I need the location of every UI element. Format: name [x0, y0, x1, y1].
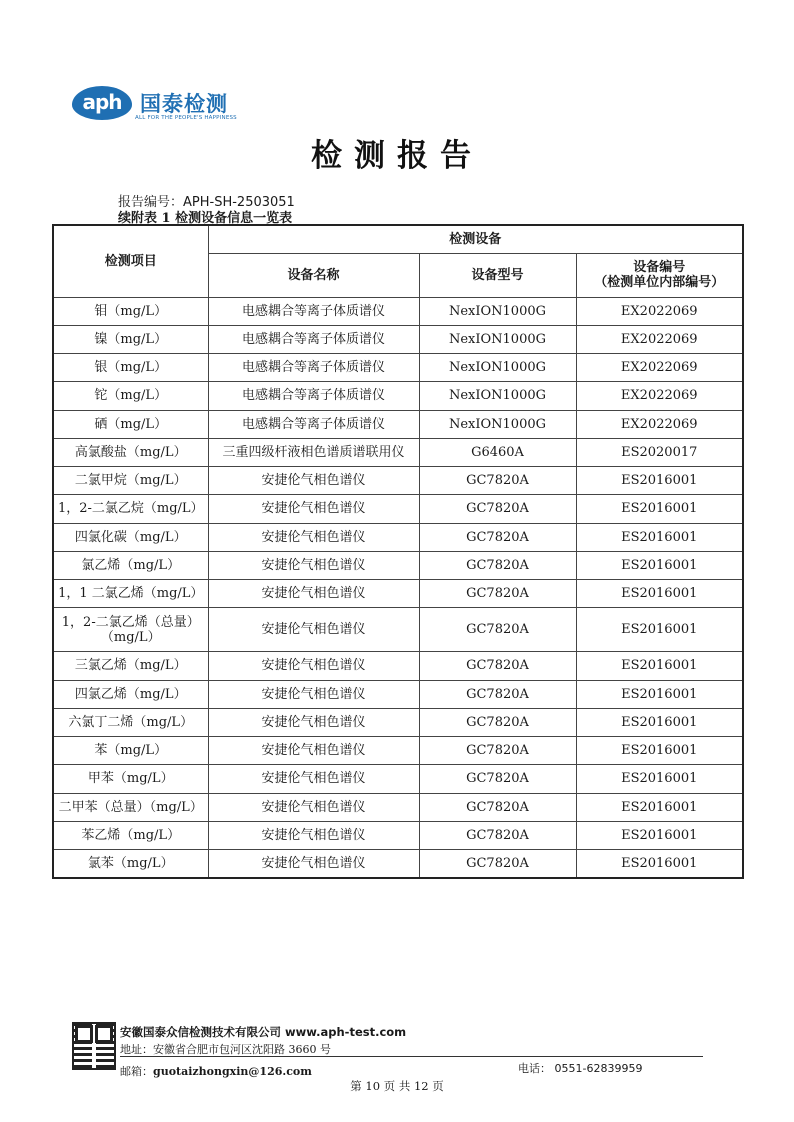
- cell-equipment-model: NexION1000G: [419, 410, 576, 438]
- equipment-table: [52, 224, 744, 879]
- cell-item: 硒（mg/L）: [53, 410, 208, 438]
- cell-equipment-name: 安捷伦气相色谱仪: [208, 523, 419, 551]
- cell-equipment-model: GC7820A: [419, 652, 576, 680]
- footer-address: 地址：安徽省合肥市包河区沈阳路 3660 号: [120, 1043, 331, 1056]
- table-row: [53, 652, 743, 680]
- table-caption: 续附表 1 检测设备信息一览表: [118, 211, 293, 226]
- cell-equipment-id: ES2016001: [576, 652, 743, 680]
- cell-equipment-model: GC7820A: [419, 580, 576, 608]
- cell-item: 1，2-二氯乙烷（mg/L）: [53, 495, 208, 523]
- table-row: [53, 608, 743, 652]
- cell-item: 铊（mg/L）: [53, 382, 208, 410]
- table-row: [53, 680, 743, 708]
- cell-equipment-id: ES2016001: [576, 737, 743, 765]
- cell-equipment-id: EX2022069: [576, 354, 743, 382]
- cell-item: 四氯化碳（mg/L）: [53, 523, 208, 551]
- cell-item: 苯乙烯（mg/L）: [53, 821, 208, 849]
- cell-equipment-name: 电感耦合等离子体质谱仪: [208, 382, 419, 410]
- cell-equipment-model: GC7820A: [419, 850, 576, 878]
- cell-equipment-name: 安捷伦气相色谱仪: [208, 737, 419, 765]
- table-row: [53, 382, 743, 410]
- footer-phone: 电话： 0551-62839959: [518, 1062, 643, 1075]
- cell-item: 高氯酸盐（mg/L）: [53, 438, 208, 466]
- table-row: [53, 354, 743, 382]
- cell-equipment-id: ES2016001: [576, 765, 743, 793]
- cell-equipment-name: 安捷伦气相色谱仪: [208, 608, 419, 652]
- cell-equipment-name: 安捷伦气相色谱仪: [208, 765, 419, 793]
- cell-equipment-model: GC7820A: [419, 523, 576, 551]
- cell-equipment-name: 电感耦合等离子体质谱仪: [208, 354, 419, 382]
- cell-equipment-name: 三重四级杆液相色谱质谱联用仪: [208, 438, 419, 466]
- cell-equipment-id: ES2016001: [576, 708, 743, 736]
- header-equipment-model: 设备型号: [419, 253, 576, 297]
- cell-equipment-model: NexION1000G: [419, 297, 576, 325]
- table-row: [53, 297, 743, 325]
- cell-equipment-id: ES2016001: [576, 495, 743, 523]
- footer-email: [120, 1063, 312, 1079]
- cell-equipment-model: NexION1000G: [419, 382, 576, 410]
- cell-equipment-model: GC7820A: [419, 708, 576, 736]
- footer-email-label: 邮箱：: [120, 1065, 153, 1078]
- cell-equipment-id: ES2016001: [576, 608, 743, 652]
- cell-equipment-model: GC7820A: [419, 608, 576, 652]
- footer-email-address: guotaizhongxin@126.com: [153, 1065, 312, 1078]
- cell-equipment-name: 安捷伦气相色谱仪: [208, 793, 419, 821]
- table-row: [53, 821, 743, 849]
- cell-equipment-name: 电感耦合等离子体质谱仪: [208, 410, 419, 438]
- table-row: [53, 325, 743, 353]
- logo-slogan: ALL FOR THE PEOPLE'S HAPPINESS: [135, 115, 237, 121]
- cell-item: 银（mg/L）: [53, 354, 208, 382]
- cell-item: 三氯乙烯（mg/L）: [53, 652, 208, 680]
- header-item: 检测项目: [53, 225, 208, 297]
- cell-equipment-name: 安捷伦气相色谱仪: [208, 850, 419, 878]
- logo-mark: aph: [72, 86, 132, 120]
- cell-equipment-id: ES2016001: [576, 821, 743, 849]
- cell-equipment-model: GC7820A: [419, 551, 576, 579]
- cell-equipment-id: EX2022069: [576, 297, 743, 325]
- cell-equipment-name: 电感耦合等离子体质谱仪: [208, 297, 419, 325]
- cell-item: 镍（mg/L）: [53, 325, 208, 353]
- cell-equipment-model: NexION1000G: [419, 354, 576, 382]
- cell-equipment-model: GC7820A: [419, 495, 576, 523]
- cell-equipment-name: 电感耦合等离子体质谱仪: [208, 325, 419, 353]
- cell-equipment-name: 安捷伦气相色谱仪: [208, 680, 419, 708]
- cell-equipment-name: 安捷伦气相色谱仪: [208, 708, 419, 736]
- table-row: [53, 765, 743, 793]
- logo-chinese-name: 国泰检测: [140, 92, 228, 116]
- table-row: [53, 438, 743, 466]
- cell-equipment-name: 安捷伦气相色谱仪: [208, 821, 419, 849]
- cell-equipment-model: GC7820A: [419, 737, 576, 765]
- header-equipment-id-line1: 设备编号: [633, 260, 686, 275]
- cell-equipment-model: GC7820A: [419, 467, 576, 495]
- table-row: [53, 580, 743, 608]
- report-number: 报告编号：APH-SH-2503051: [118, 195, 295, 210]
- cell-equipment-id: ES2016001: [576, 793, 743, 821]
- cell-equipment-name: 安捷伦气相色谱仪: [208, 580, 419, 608]
- cell-item: 甲苯（mg/L）: [53, 765, 208, 793]
- cell-equipment-id: ES2016001: [576, 580, 743, 608]
- table-row: [53, 495, 743, 523]
- table-row: [53, 850, 743, 878]
- cell-equipment-name: 安捷伦气相色谱仪: [208, 551, 419, 579]
- cell-item: 二甲苯（总量）（mg/L）: [53, 793, 208, 821]
- cell-item: 1，1 二氯乙烯（mg/L）: [53, 580, 208, 608]
- cell-equipment-model: GC7820A: [419, 793, 576, 821]
- cell-item: 苯（mg/L）: [53, 737, 208, 765]
- footer-divider: [120, 1056, 703, 1057]
- qr-code-icon: [72, 1022, 116, 1070]
- cell-equipment-model: GC7820A: [419, 680, 576, 708]
- cell-equipment-name: 安捷伦气相色谱仪: [208, 652, 419, 680]
- cell-equipment-id: EX2022069: [576, 325, 743, 353]
- cell-equipment-id: ES2016001: [576, 551, 743, 579]
- cell-equipment-id: ES2016001: [576, 523, 743, 551]
- cell-equipment-id: ES2016001: [576, 850, 743, 878]
- table-row: [53, 523, 743, 551]
- cell-item: 六氯丁二烯（mg/L）: [53, 708, 208, 736]
- cell-equipment-id: ES2016001: [576, 680, 743, 708]
- header-equipment-id: [576, 253, 743, 297]
- cell-item: 氯乙烯（mg/L）: [53, 551, 208, 579]
- cell-item: 四氯乙烯（mg/L）: [53, 680, 208, 708]
- page-title: 检测报告: [311, 138, 483, 174]
- table-row: [53, 737, 743, 765]
- table-row: [53, 467, 743, 495]
- company-logo: [72, 86, 262, 126]
- equipment-table-body: [53, 297, 743, 878]
- page-number: 第 10 页 共 12 页: [350, 1079, 444, 1093]
- cell-equipment-id: ES2016001: [576, 467, 743, 495]
- cell-equipment-id: ES2020017: [576, 438, 743, 466]
- cell-item: 氯苯（mg/L）: [53, 850, 208, 878]
- header-equipment: 检测设备: [208, 225, 743, 253]
- cell-equipment-model: GC7820A: [419, 821, 576, 849]
- cell-equipment-id: EX2022069: [576, 410, 743, 438]
- cell-equipment-model: NexION1000G: [419, 325, 576, 353]
- table-row: [53, 708, 743, 736]
- cell-item-line2: （mg/L）: [100, 629, 161, 645]
- cell-item: 钼（mg/L）: [53, 297, 208, 325]
- cell-equipment-name: 安捷伦气相色谱仪: [208, 467, 419, 495]
- header-equipment-name: 设备名称: [208, 253, 419, 297]
- cell-equipment-id: EX2022069: [576, 382, 743, 410]
- cell-equipment-model: G6460A: [419, 438, 576, 466]
- cell-equipment-model: GC7820A: [419, 765, 576, 793]
- cell-item: 二氯甲烷（mg/L）: [53, 467, 208, 495]
- cell-item: [53, 608, 208, 652]
- cell-equipment-name: 安捷伦气相色谱仪: [208, 495, 419, 523]
- table-row: [53, 551, 743, 579]
- table-row: [53, 410, 743, 438]
- footer-company: 安徽国泰众信检测技术有限公司 www.aph-test.com: [120, 1025, 407, 1039]
- cell-item-line1: 1，2-二氯乙烯（总量）: [61, 614, 200, 630]
- header-equipment-id-line2: （检测单位内部编号）: [594, 275, 725, 290]
- table-row: [53, 793, 743, 821]
